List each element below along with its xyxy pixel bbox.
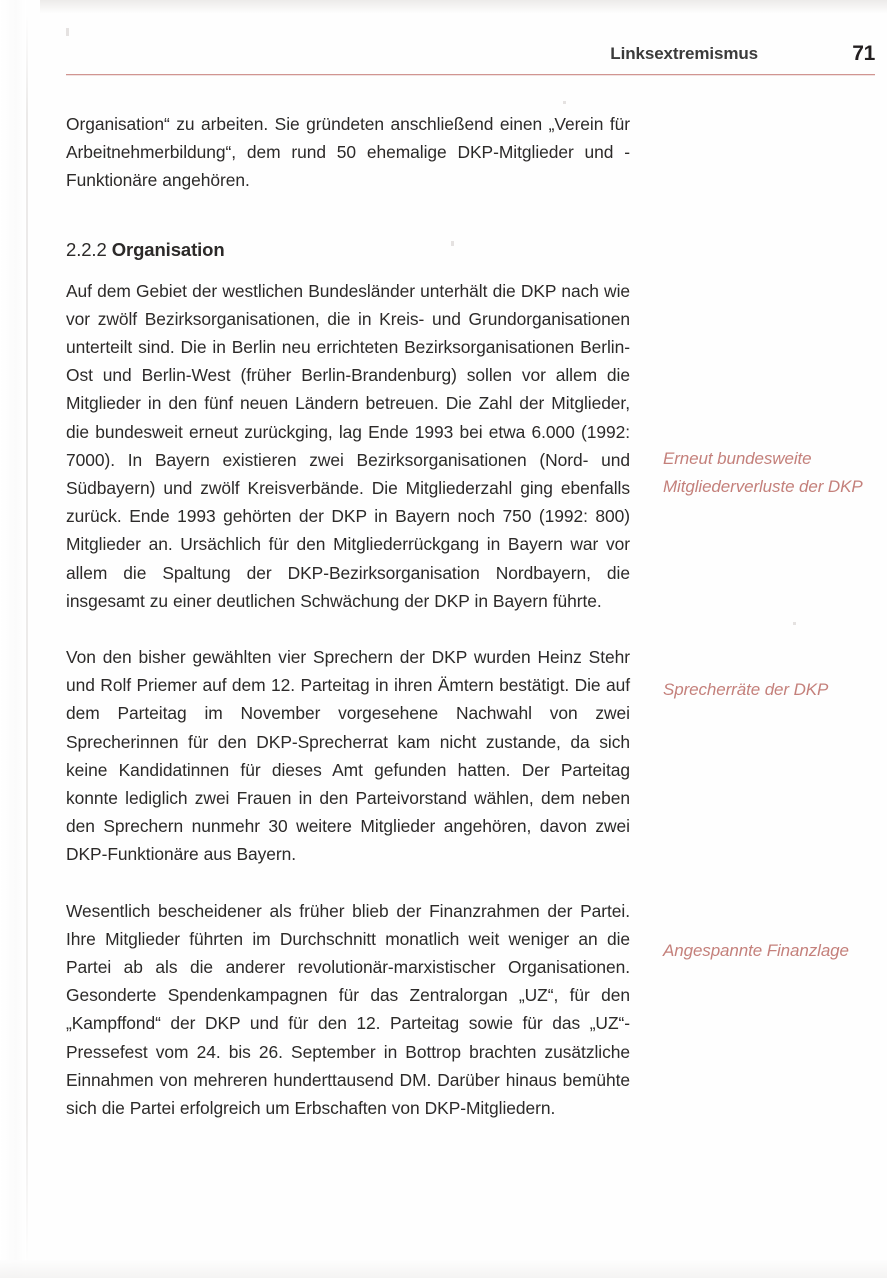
margin-note-mitgliederverluste: Erneut bundesweite Mitgliederverluste der DKP [663, 449, 863, 496]
paragraph-intro: Organisation“ zu arbeiten. Sie gründeten anschließend einen „Verein für Arbeitnehmerbildung“, dem rund 50 ehemalige DKP-Mitglieder und -Funktionäre angehören. [66, 114, 630, 191]
section-number: 2.2.2 [66, 238, 112, 260]
paragraph-organisation: Auf dem Gebiet der westlichen Bundesländer unterhält die DKP nach wie vor zwölf Bezirksorganisationen, die in Kreis- und Grundorganisationen unterteilt sind. Die in Berlin neu errichteten Bezirksorganisationen Berlin-Ost und Berlin-West (früher Berlin-Brandenburg) sollen vor allem die Mitglieder in den fünf neuen Ländern betreuen. Die Zahl der Mitglieder, die bundesweit erneut zurückging, lag Ende 1993 bei etwa 6.000 (1992: 7000). In Bayern existieren zwei Bezirksorganisationen (Nord- und Südbayern) und zwölf Kreisverbände. Die Mitgliederzahl ging ebenfalls zurück. Ende 1993 gehörten der DKP in Bayern noch 750 (1992: 800) Mitglieder an. Ursächlich für den Mitgliederrückgang in Bayern war vor allem die Spaltung der DKP-Bezirksorganisation Nordbayern, die insgesamt zu einer deutlichen Schwächung der DKP in Bayern führte. [66, 280, 630, 611]
scan-edge-artifact-bottom [0, 1260, 887, 1278]
header-rule-shadow [66, 75, 875, 76]
scan-speck [563, 101, 566, 104]
scan-speck [66, 28, 69, 36]
section-heading [66, 237, 630, 263]
scan-edge-artifact-top [40, 0, 887, 13]
page-number: 71 [852, 42, 875, 65]
scan-edge-artifact-left [0, 0, 26, 1278]
paragraph-finanzen: Wesentlich bescheidener als früher blieb der Finanzrahmen der Partei. Ihre Mitglieder führten im Durchschnitt monatlich weit weniger an die Partei ab als die anderer revolutionär-marxistischer Organisationen. Gesonderte Spendenkampagnen für das Zentralorgan „UZ“, für den „Kampffond“ der DKP und für den 12. Parteitag sowie für das „UZ“-Pressefest vom 24. bis 26. September in Bottrop brachten zusätzliche Einnahmen von mehreren hunderttausend DM. Darüber hinaus bemühte sich die Partei erfolgreich um Erbschaften von DKP-Mitgliedern. [66, 900, 630, 1119]
section-title: Organisation [111, 238, 225, 260]
scan-binding-line [26, 14, 28, 1264]
paragraph-sprecher: Von den bisher gewählten vier Sprechern der DKP wurden Heinz Stehr und Rolf Priemer auf dem 12. Parteitag in ihren Ämtern bestätigt. Die auf dem Parteitag im November vorgesehene Nachwahl von zwei Sprecherinnen für den DKP-Sprecherrat kam nicht zustande, da sich keine Kandidatinnen für dieses Amt gefunden hatten. Der Parteitag konnte lediglich zwei Frauen in den Parteivorstand wählen, dem neben den Sprechern nunmehr 30 weitere Mitglieder angehören, davon zwei DKP-Funktionäre aus Bayern. [66, 647, 630, 865]
running-head [66, 44, 875, 70]
body-column [66, 110, 630, 1122]
running-head-title: Linksextremismus [610, 44, 758, 63]
margin-note-sprecherraete: Sprecherräte der DKP [663, 680, 829, 699]
margin-note-finanzlage: Angespannte Finanzlage [663, 941, 849, 960]
scan-speck [793, 622, 796, 625]
